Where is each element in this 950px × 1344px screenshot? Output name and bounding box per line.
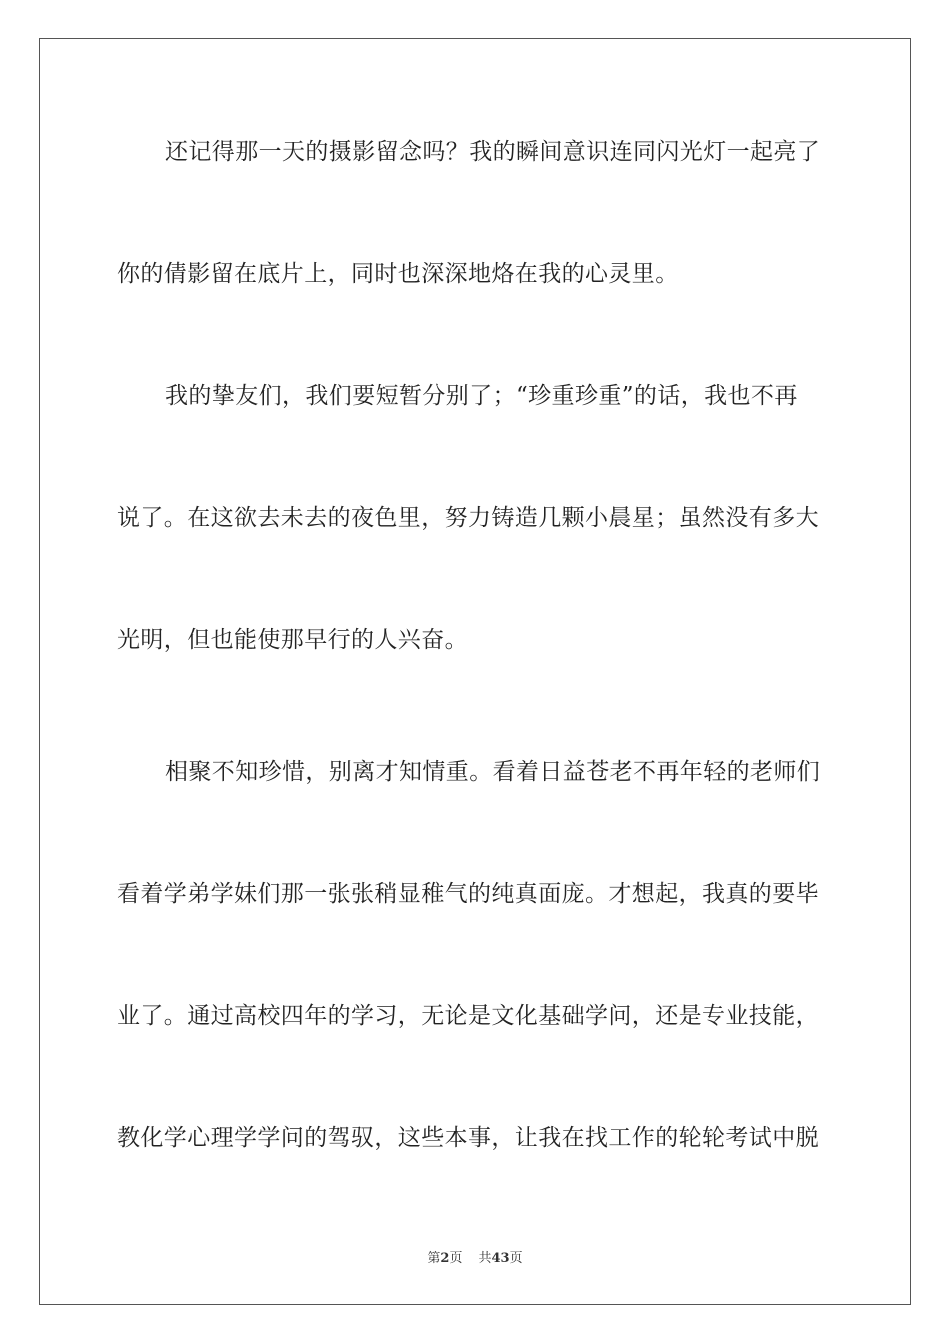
total-suffix: 页 — [509, 1251, 523, 1266]
page-suffix: 页 — [449, 1251, 463, 1266]
paragraph-2-line-3: 光明，但也能使那早行的人兴奋。 — [117, 627, 468, 653]
paragraph-3-line-2: 看着学弟学妹们那一张张稍显稚气的纯真面庞。才想起，我真的要毕 — [117, 881, 819, 907]
paragraph-3-line-3: 业了。通过高校四年的学习，无论是文化基础学问，还是专业技能， — [117, 1003, 819, 1029]
paragraph-2-line-1: 我的挚友们，我们要短暂分别了；“珍重珍重”的话，我也不再 — [165, 383, 798, 409]
page-border — [39, 38, 911, 1305]
page-number: 2 — [440, 1251, 450, 1266]
page-footer — [0, 1247, 950, 1266]
paragraph-3-line-4: 教化学心理学学问的驾驭，这些本事，让我在找工作的轮轮考试中脱 — [117, 1125, 819, 1151]
paragraph-1-line-1: 还记得那一天的摄影留念吗？我的瞬间意识连同闪光灯一起亮了 — [165, 139, 821, 165]
total-pages: 43 — [491, 1251, 510, 1266]
total-prefix: 共 — [478, 1251, 492, 1266]
paragraph-2-line-2: 说了。在这欲去未去的夜色里，努力铸造几颗小晨星；虽然没有多大 — [117, 505, 819, 531]
paragraph-3-line-1: 相聚不知珍惜，别离才知情重。看着日益苍老不再年轻的老师们 — [165, 759, 821, 785]
paragraph-1-line-2: 你的倩影留在底片上，同时也深深地烙在我的心灵里。 — [117, 261, 679, 287]
page-prefix: 第 — [427, 1251, 441, 1266]
